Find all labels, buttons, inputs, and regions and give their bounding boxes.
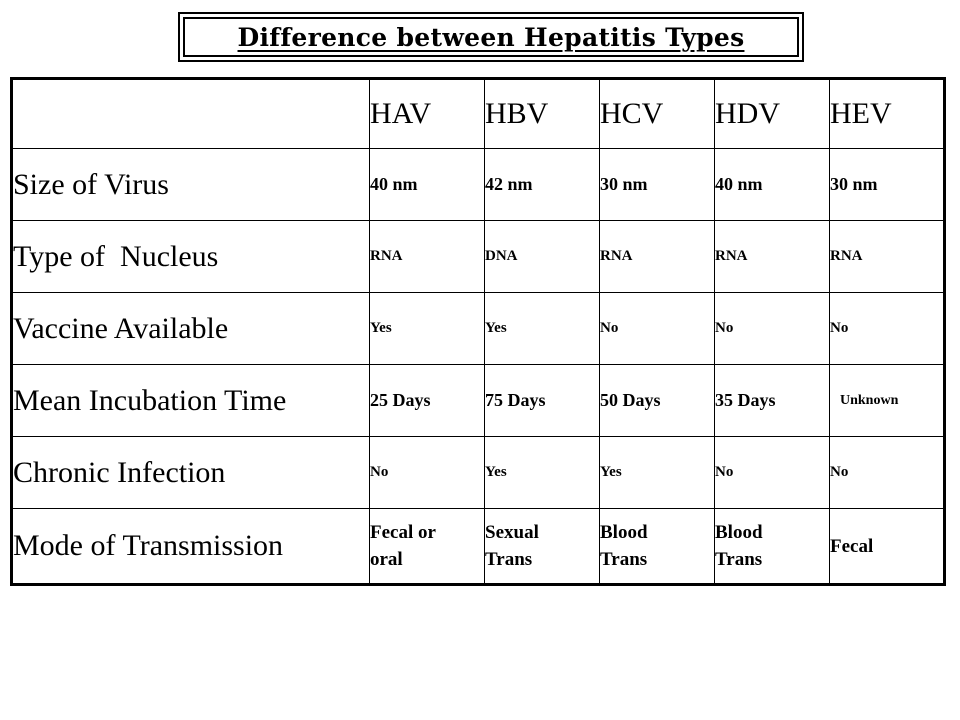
table-cell: Unknown <box>830 365 945 437</box>
row-label-vaccine-available: Vaccine Available <box>12 293 370 365</box>
column-header-hcv: HCV <box>600 79 715 149</box>
column-header-hav: HAV <box>370 79 485 149</box>
table-cell: 30 nm <box>600 149 715 221</box>
table-row-chronic <box>12 437 945 509</box>
table-cell: Blood Trans <box>715 509 830 585</box>
table-row-nucleus <box>12 221 945 293</box>
table-cell: RNA <box>600 221 715 293</box>
table-cell: Sexual Trans <box>485 509 600 585</box>
table-cell: Yes <box>600 437 715 509</box>
corner-cell <box>12 79 370 149</box>
table-row-incubation <box>12 365 945 437</box>
table-cell: 40 nm <box>715 149 830 221</box>
table-cell: 42 nm <box>485 149 600 221</box>
row-label-chronic-infection: Chronic Infection <box>12 437 370 509</box>
table-cell: 75 Days <box>485 365 600 437</box>
table-cell: 35 Days <box>715 365 830 437</box>
table-cell: RNA <box>830 221 945 293</box>
table-cell: No <box>370 437 485 509</box>
table-cell: No <box>715 437 830 509</box>
table-row-vaccine <box>12 293 945 365</box>
table-cell: No <box>830 293 945 365</box>
header-row <box>12 79 945 149</box>
table-cell: Yes <box>485 437 600 509</box>
table-cell: 25 Days <box>370 365 485 437</box>
table-cell: Yes <box>485 293 600 365</box>
table-cell: No <box>830 437 945 509</box>
table-row-size <box>12 149 945 221</box>
title-box <box>178 12 804 62</box>
table-cell: RNA <box>715 221 830 293</box>
table-cell: 40 nm <box>370 149 485 221</box>
hepatitis-comparison-table <box>10 77 946 586</box>
column-header-hdv: HDV <box>715 79 830 149</box>
row-label-type-of-nucleus: Type of Nucleus <box>12 221 370 293</box>
table-cell: DNA <box>485 221 600 293</box>
title-inner-frame <box>183 17 799 57</box>
table-cell: 50 Days <box>600 365 715 437</box>
table-cell: No <box>715 293 830 365</box>
table-cell: No <box>600 293 715 365</box>
row-label-size-of-virus: Size of Virus <box>12 149 370 221</box>
table-cell: 30 nm <box>830 149 945 221</box>
table-cell: RNA <box>370 221 485 293</box>
table-row-transmission <box>12 509 945 585</box>
table-cell: Yes <box>370 293 485 365</box>
table-cell: Fecal or oral <box>370 509 485 585</box>
row-label-mean-incubation-time: Mean Incubation Time <box>12 365 370 437</box>
column-header-hbv: HBV <box>485 79 600 149</box>
table-cell: Fecal <box>830 509 945 585</box>
page-title: Difference between Hepatitis Types <box>237 22 745 52</box>
column-header-hev: HEV <box>830 79 945 149</box>
table-cell: Blood Trans <box>600 509 715 585</box>
row-label-mode-of-transmission: Mode of Transmission <box>12 509 370 585</box>
